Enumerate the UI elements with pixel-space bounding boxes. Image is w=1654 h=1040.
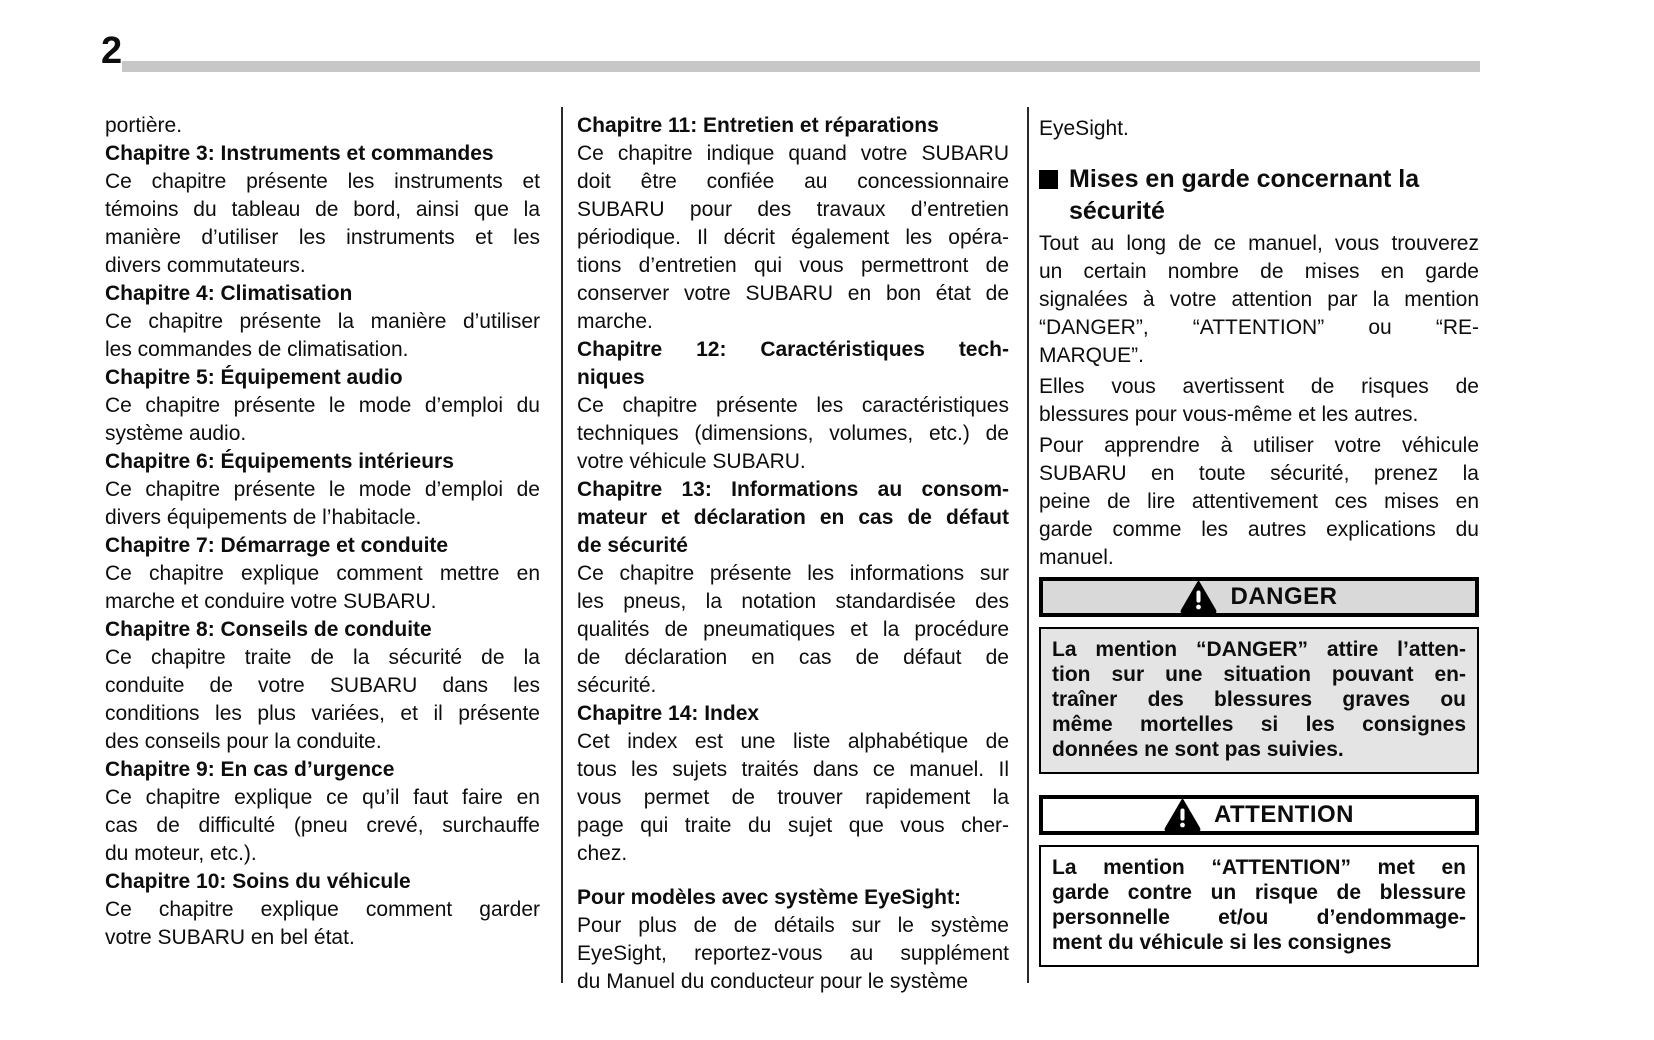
text-line: Cet index est une liste alphabétique de	[577, 730, 1009, 753]
text-line: conserver votre SUBARU en bon état de	[577, 282, 1009, 305]
attention-box-text	[1039, 845, 1479, 967]
text-line: Pour apprendre à utiliser votre véhicule	[1039, 434, 1479, 457]
chapter-heading	[105, 448, 540, 476]
paragraph	[1039, 115, 1479, 143]
text-line: Chapitre 3: Instruments et commandes	[105, 142, 494, 165]
text-line: vous permet de trouver rapidement la	[577, 786, 1009, 809]
paragraph	[577, 728, 1009, 868]
text-line: témoins du tableau de bord, ainsi que la	[105, 198, 540, 221]
text-line: Chapitre 5: Équipement audio	[105, 366, 403, 389]
text-line: tions d’entretien qui vous permettront de	[577, 254, 1009, 277]
text-line: de déclaration en cas de défaut de	[577, 646, 1009, 669]
paragraph	[1039, 432, 1479, 572]
text-line: La mention “DANGER” attire l’atten-	[1052, 638, 1466, 661]
text-line: traîner des blessures graves ou	[1052, 688, 1466, 711]
text-line: Chapitre 11: Entretien et réparations	[577, 114, 939, 137]
text-line: Chapitre 14: Index	[577, 702, 760, 725]
text-line: les commandes de climatisation.	[105, 338, 409, 361]
text-line: des conseils pour la conduite.	[105, 730, 382, 753]
paragraph-spacer	[577, 868, 1009, 884]
text-line: doit être confiée au concessionnaire	[577, 170, 1009, 193]
paragraph	[105, 784, 540, 868]
text-line: tion sur une situation pouvant en-	[1052, 663, 1466, 686]
text-line: Chapitre 13: Informations au consom-	[577, 478, 1009, 501]
text-line: SUBARU en toute sécurité, prenez la	[1039, 462, 1479, 485]
text-line: garde contre un risque de blessure	[1052, 881, 1466, 904]
text-line: chez.	[577, 842, 628, 865]
text-line: tous les sujets traités dans ce manuel. Il	[577, 758, 1009, 781]
text-line: Chapitre 6: Équipements intérieurs	[105, 450, 454, 473]
text-line: les pneus, la notation standardisée des	[577, 590, 1009, 613]
text-line: Ce chapitre explique comment garder	[105, 898, 540, 921]
paragraph	[105, 168, 540, 280]
chapter-heading	[105, 756, 540, 784]
text-line: Ce chapitre présente le mode d’emploi du	[105, 394, 540, 417]
text-line: sécurité	[1069, 197, 1165, 225]
text-line: blessures pour vous-même et les autres.	[1039, 403, 1419, 426]
column-divider-2	[1027, 107, 1029, 983]
text-line: Pour modèles avec système EyeSight:	[577, 886, 961, 909]
text-line: “DANGER”, “ATTENTION” ou “RE-	[1039, 316, 1479, 339]
danger-box-header	[1039, 577, 1479, 617]
chapter-heading	[577, 476, 1009, 560]
column-divider-1	[561, 107, 563, 983]
text-line: Ce chapitre présente les informations sur	[577, 562, 1009, 585]
header-rule	[122, 61, 1480, 72]
paragraph	[577, 560, 1009, 700]
warning-triangle-icon	[1164, 799, 1201, 832]
text-line: Ce chapitre traite de la sécurité de la	[105, 646, 540, 669]
paragraph	[105, 560, 540, 616]
paragraph	[1039, 230, 1479, 370]
text-line: Ce chapitre présente le mode d’emploi de	[105, 478, 540, 501]
chapter-heading	[577, 700, 1009, 728]
chapter-heading	[105, 140, 540, 168]
section-heading	[1039, 163, 1479, 227]
text-line: données ne sont pas suivies.	[1052, 738, 1344, 761]
warning-triangle-icon	[1180, 581, 1217, 614]
text-line: conditions les plus variées, et il présente	[105, 702, 540, 725]
danger-box	[1039, 577, 1479, 774]
text-line: portière.	[105, 114, 183, 137]
column-1	[105, 112, 540, 952]
chapter-heading	[105, 280, 540, 308]
text-line: du moteur, etc.).	[105, 842, 257, 865]
text-line: Chapitre 7: Démarrage et conduite	[105, 534, 449, 557]
paragraph	[105, 392, 540, 448]
text-line: Ce chapitre explique ce qu’il faut faire en	[105, 786, 540, 809]
text-line: votre SUBARU en bel état.	[105, 926, 355, 949]
text-line: de sécurité	[577, 534, 688, 557]
text-line: cas de difficulté (pneu crevé, surchauffe	[105, 814, 540, 837]
chapter-heading	[105, 364, 540, 392]
text-line: MARQUE”.	[1039, 344, 1144, 367]
black-square-icon	[1039, 170, 1058, 189]
text-line: divers équipements de l’habitacle.	[105, 506, 422, 529]
text-line: garde comme les autres explications du	[1039, 518, 1479, 541]
text-line: Ce chapitre présente les instruments et	[105, 170, 540, 193]
text-line: du Manuel du conducteur pour le système	[577, 970, 969, 993]
text-line: EyeSight, reportez-vous au supplément	[577, 942, 1009, 965]
column-3	[1039, 112, 1479, 967]
text-line: Mises en garde concernant la	[1069, 165, 1420, 193]
column-2	[577, 112, 1009, 996]
text-line: Pour plus de de détails sur le système	[577, 914, 1009, 937]
text-line: Chapitre 9: En cas d’urgence	[105, 758, 395, 781]
text-line: Ce chapitre présente les caractéristiques	[577, 394, 1009, 417]
chapter-heading	[105, 532, 540, 560]
text-line: votre véhicule SUBARU.	[577, 450, 806, 473]
text-line: qualités de pneumatiques et la procédure	[577, 618, 1009, 641]
text-line: Ce chapitre indique quand votre SUBARU	[577, 142, 1009, 165]
chapter-heading	[105, 868, 540, 896]
paragraph	[577, 392, 1009, 476]
chapter-heading	[105, 616, 540, 644]
text-line: périodique. Il décrit également les opéra-	[577, 226, 1009, 249]
paragraph	[105, 308, 540, 364]
text-line: Ce chapitre explique comment mettre en	[105, 562, 540, 585]
text-line: personnelle et/ou d’endommage-	[1052, 906, 1466, 929]
text-line: Chapitre 8: Conseils de conduite	[105, 618, 432, 641]
text-line: Chapitre 10: Soins du véhicule	[105, 870, 411, 893]
text-line: divers commutateurs.	[105, 254, 306, 277]
text-line: EyeSight.	[1039, 117, 1129, 140]
attention-box	[1039, 795, 1479, 967]
chapter-heading	[577, 112, 1009, 140]
text-line: marche et conduire votre SUBARU.	[105, 590, 437, 613]
text-line: Ce chapitre présente la manière d’utiliser	[105, 310, 540, 333]
paragraph	[1039, 373, 1479, 429]
text-line: niques	[577, 366, 645, 389]
paragraph	[105, 644, 540, 756]
text-line: signalées à votre attention par la mention	[1039, 288, 1479, 311]
danger-box-text	[1039, 627, 1479, 774]
danger-box-title: DANGER	[1230, 583, 1338, 610]
text-line: peine de lire attentivement ces mises en	[1039, 490, 1479, 513]
paragraph	[577, 140, 1009, 336]
text-line: La mention “ATTENTION” met en	[1052, 856, 1466, 879]
text-line: système audio.	[105, 422, 247, 445]
text-line: manuel.	[1039, 546, 1114, 569]
text-line: page qui traite du sujet que vous cher-	[577, 814, 1009, 837]
text-line: un certain nombre de mises en garde	[1039, 260, 1479, 283]
paragraph	[105, 896, 540, 952]
text-line: mateur et déclaration en cas de défaut	[577, 506, 1009, 529]
text-line: Chapitre 12: Caractéristiques tech-	[577, 338, 1009, 361]
paragraph	[577, 912, 1009, 996]
attention-box-title: ATTENTION	[1213, 801, 1355, 828]
chapter-heading	[577, 884, 1009, 912]
text-line: sécurité.	[577, 674, 657, 697]
text-line: manière d’utiliser les instruments et les	[105, 226, 540, 249]
text-line: SUBARU pour des travaux d’entretien	[577, 198, 1009, 221]
text-line: techniques (dimensions, volumes, etc.) de	[577, 422, 1009, 445]
text-line: Elles vous avertissent de risques de	[1039, 375, 1479, 398]
section-heading-text	[1069, 163, 1419, 227]
page-number: 2	[101, 30, 122, 72]
paragraph	[105, 112, 540, 140]
text-line: Chapitre 4: Climatisation	[105, 282, 353, 305]
paragraph	[105, 476, 540, 532]
text-line: Tout au long de ce manuel, vous trouverez	[1039, 232, 1479, 255]
text-line: ment du véhicule si les consignes	[1052, 931, 1392, 954]
text-line: même mortelles si les consignes	[1052, 713, 1466, 736]
chapter-heading	[577, 336, 1009, 392]
attention-box-header	[1039, 795, 1479, 835]
text-line: conduite de votre SUBARU dans les	[105, 674, 540, 697]
text-line: marche.	[577, 310, 653, 333]
